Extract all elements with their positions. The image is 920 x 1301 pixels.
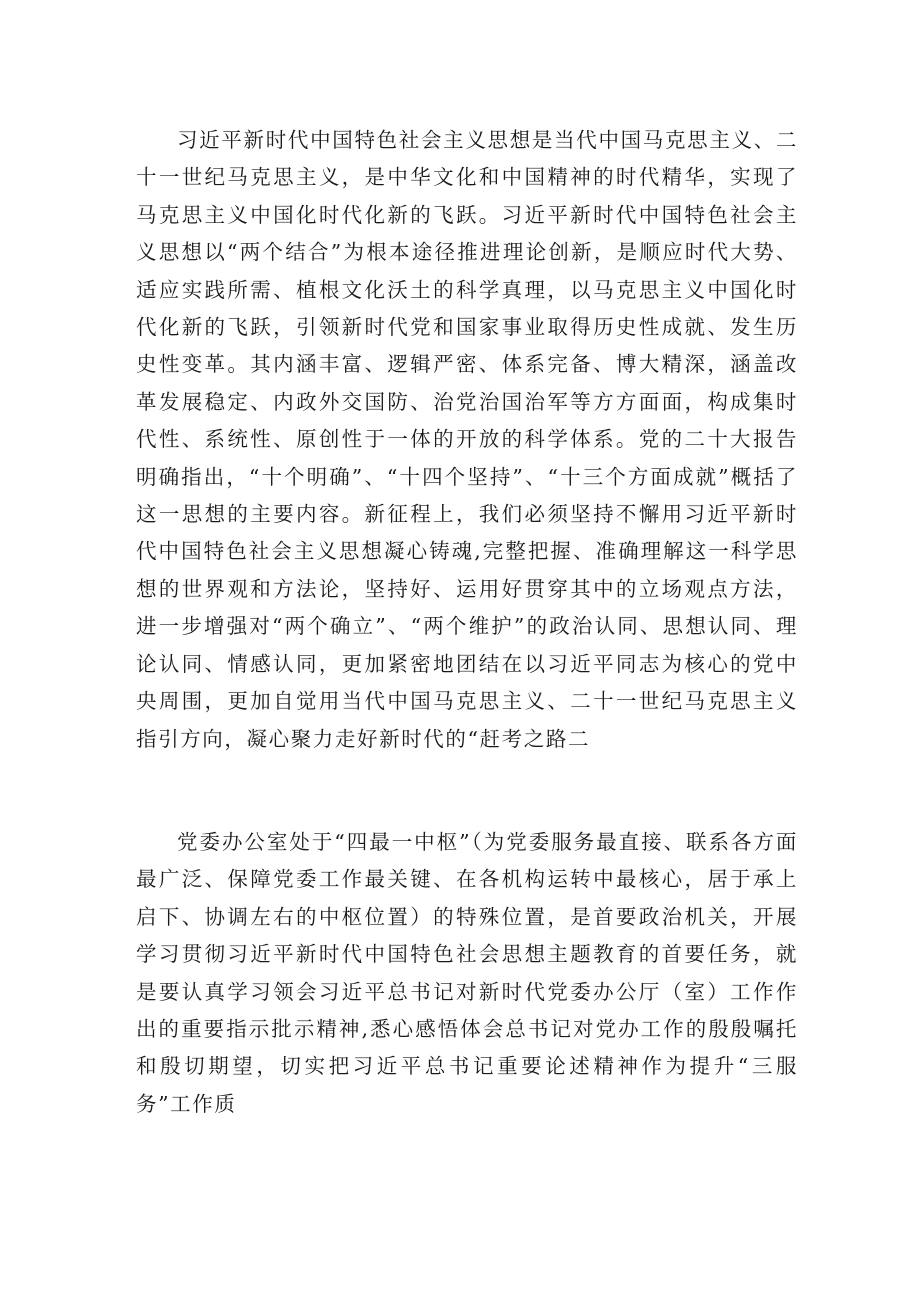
paragraph-1: 习近平新时代中国特色社会主义思想是当代中国马克思主义、二十一世纪马克思主义，是中华文化和中国精神的时代精华，实现了马克思主义中国化时代化新的飞跃。习近平新时代中国特色社会主义思想以“两个结合”为根本途径推进理论创新，是顺应时代大势、适应实践所需、植根文化沃土的科学真理，以马克思主义中国化时代化新的飞跃，引领新时代党和国家事业取得历史性成就、发生历史性变革。其内涵丰富、逻辑严密、体系完备、博大精深，涵盖改革发展稳定、内政外交国防、治党治国治军等方方面面，构成集时代性、系统性、原创性于一体的开放的科学体系。党的二十大报告明确指出，“十个明确”、“十四个坚持”、“十三个方面成就”概括了这一思想的主要内容。新征程上，我们必须坚持不懈用习近平新时代中国特色社会主义思想凝心铸魂,完整把握、准确理解这一科学思想的世界观和方法论，坚持好、运用好贯穿其中的立场观点方法，进一步增强对“两个确立”、“两个维护”的政治认同、思想认同、理论认同、情感认同，更加紧密地团结在以习近平同志为核心的党中央周围，更加自觉用当代中国马克思主义、二十一世纪马克思主义指引方向，凝心聚力走好新时代的“赶考之路二 [136, 128, 798, 751]
paragraph-block-1 [136, 122, 798, 758]
paragraph-block-2 [136, 824, 798, 1123]
paragraph-2: 党委办公室处于“四最一中枢”（为党委服务最直接、联系各方面最广泛、保障党委工作最关键、在各机构运转中最核心，居于承上启下、协调左右的中枢位置）的特殊位置，是首要政治机关，开展学习贯彻习近平新时代中国特色社会思想主题教育的首要任务，就是要认真学习领会习近平总书记对新时代党委办公厅（室）工作作出的重要指示批示精神,悉心感悟体会总书记对党办工作的殷殷嘱托和殷切期望，切实把习近平总书记重要论述精神作为提升“三服务”工作质 [136, 830, 798, 1116]
